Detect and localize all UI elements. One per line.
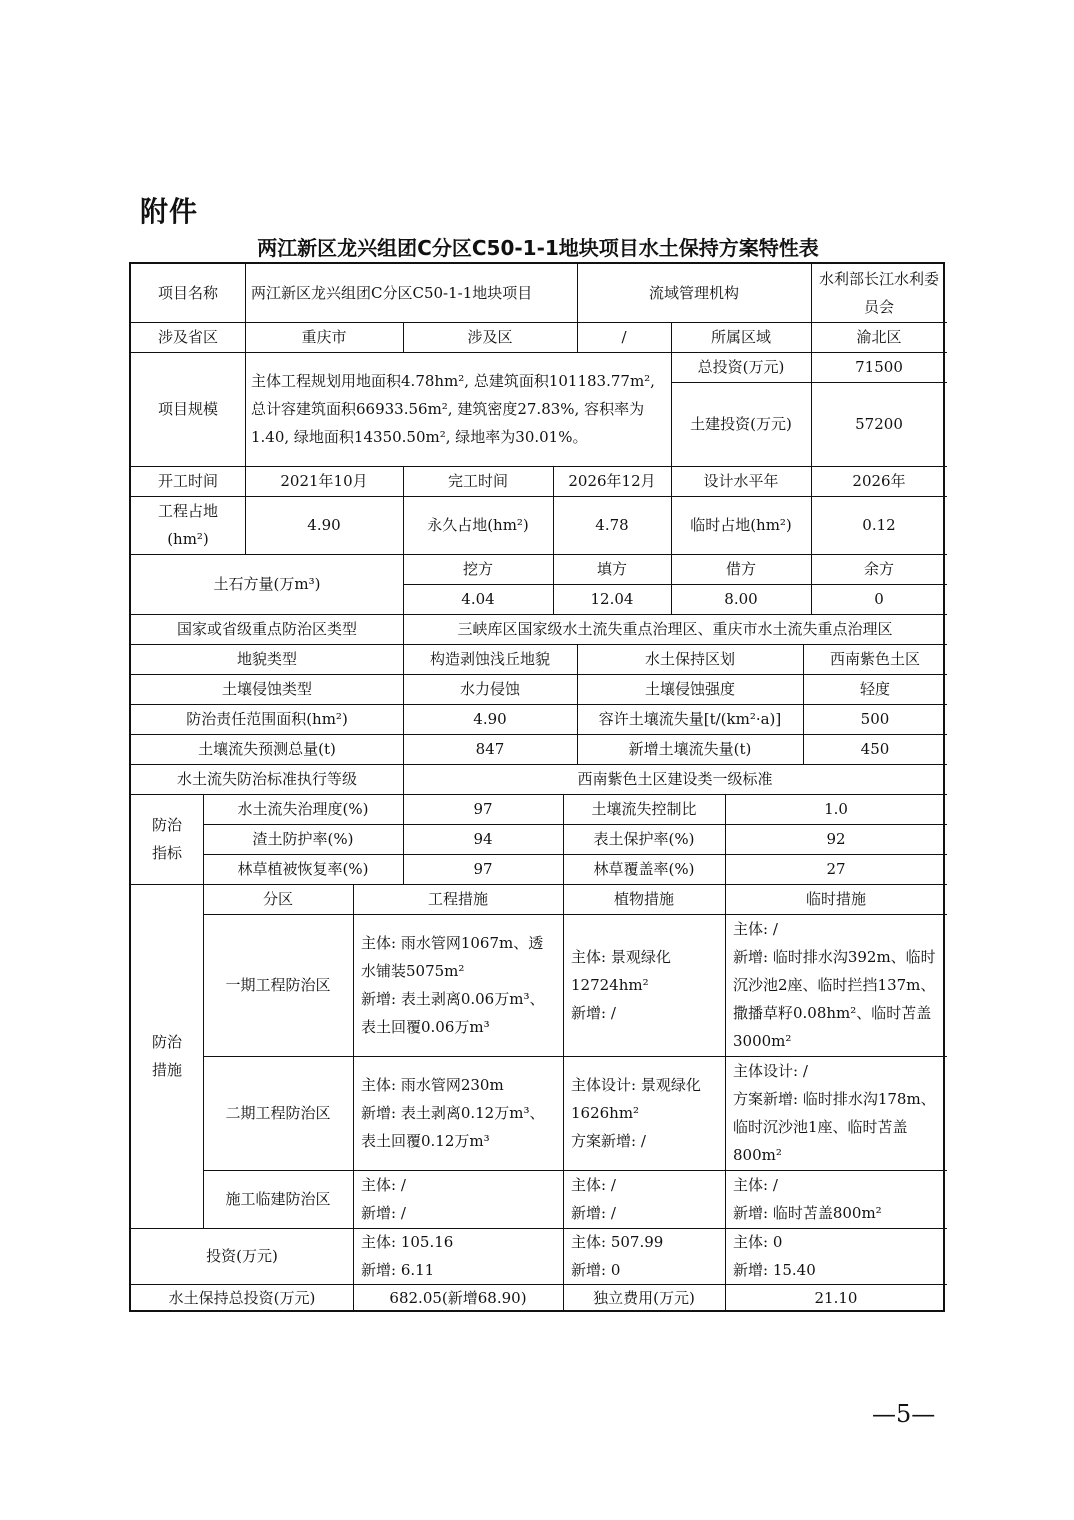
zone-temp-measures: 主体设计: / 方案新增: 临时排水沟178m、临时沉沙池1座、临时苫盖800m² [733,1062,936,1164]
table-rule [131,644,947,645]
table-rule [131,1284,947,1285]
perm-land-label: 永久占地(hm²) [427,516,529,534]
design-year-label: 设计水平年 [703,472,779,490]
target-a-value: 97 [473,860,493,878]
table-rule [203,854,947,855]
investment-eng: 主体: 105.16 新增: 6.11 [361,1233,454,1279]
table-rule [671,352,672,466]
start-label: 开工时间 [157,472,218,490]
region-label: 所属区域 [710,328,771,346]
table-rule [131,884,947,885]
table-rule [811,554,812,614]
civil-invest-label: 土建投资(万元) [690,415,792,433]
borrow-label: 借方 [725,560,756,578]
zone-eng-measures: 主体: 雨水管网230m 新增: 表土剥离0.12万m³、表土回覆0.12万m³ [361,1076,545,1150]
table-rule [203,824,947,825]
borrow-value: 8.00 [724,590,758,608]
table-rule [403,584,947,585]
zone-eng-measures: 主体: 雨水管网1067m、透水铺装5075m² 新增: 表土剥离0.06万m³、表土回覆0.06万m³ [361,934,545,1036]
table-rule [131,1228,947,1229]
erosion-type-label: 土壤侵蚀类型 [221,680,312,698]
zone-name: 一期工程防治区 [225,976,331,994]
table-rule [671,382,947,383]
end-label: 完工时间 [447,472,508,490]
total-invest-label: 水土保持总投资(万元) [168,1289,316,1307]
target-b-label: 土壤流失控制比 [591,800,697,818]
target-a-label: 林草植被恢复率(%) [237,860,369,878]
table-rule [671,322,672,352]
table-rule [131,764,947,765]
investment-label: 投资(万元) [206,1247,278,1265]
table-rule [131,322,947,323]
civil-invest-value: 57200 [855,415,903,433]
district-label: 涉及区 [467,328,513,346]
province-label: 涉及省区 [157,328,218,346]
table-rule [577,322,578,352]
independent-cost-label: 独立费用(万元) [593,1289,695,1307]
measures-header: 分区 [262,890,293,908]
measures-header: 工程措施 [427,890,488,908]
table-rule [553,466,554,554]
independent-cost-value: 21.10 [814,1289,858,1307]
zone-plant-measures: 主体: / 新增: / [571,1176,616,1222]
table-rule [553,554,554,614]
zone-name: 施工临建防治区 [225,1190,331,1208]
project-name-value: 两江新区龙兴组团C分区C50-1-1地块项目 [251,284,533,302]
erosion-intensity-label: 土壤侵蚀强度 [644,680,735,698]
table-rule [671,466,672,554]
earth-label: 土石方量(万m³) [213,575,321,593]
target-b-label: 表土保护率(%) [593,830,695,848]
total-invest-label: 总投资(万元) [697,358,785,376]
investment-temp: 主体: 0 新增: 15.40 [733,1233,816,1279]
end-value: 2026年12月 [568,472,656,490]
scale-label: 项目规模 [157,400,218,418]
table-rule [203,1170,947,1171]
table-rule [803,644,804,764]
basin-agency-label: 流域管理机构 [648,284,739,302]
scale-value: 主体工程规划用地面积4.78hm², 总建筑面积101183.77m², 总计容建筑面积66933.56m², 建筑密度27.83%, 容积率为1.40, 绿地面积14350.50m², 绿地率为30.01%。 [251,372,655,446]
new-loss-value: 450 [860,740,890,758]
project-name-label: 项目名称 [157,284,218,302]
table-rule [131,614,947,615]
table-rule [131,496,947,497]
start-value: 2021年10月 [280,472,368,490]
total-invest-value: 682.05(新增68.90) [389,1289,527,1307]
erosion-type-value: 水力侵蚀 [459,680,520,698]
table-rule [811,352,812,466]
total-invest-value: 71500 [855,358,903,376]
allow-loss-value: 500 [860,710,890,728]
table-rule [811,322,812,352]
new-loss-label: 新增土壤流失量(t) [628,740,752,758]
allow-loss-label: 容许土壤流失量[t/(km²·a)] [598,710,782,728]
temp-land-label: 临时占地(hm²) [690,516,792,534]
pred-loss-label: 土壤流失预测总量(t) [198,740,336,758]
soil-zone-label: 水土保持区划 [644,650,735,668]
perm-land-value: 4.78 [595,516,629,534]
spare-value: 0 [874,590,884,608]
table-rule [403,794,404,884]
land-label: 工程占地(hm²) [157,502,218,548]
table-rule [403,466,404,554]
target-a-value: 94 [473,830,493,848]
region-value: 渝北区 [856,328,902,346]
zone-temp-measures: 主体: / 新增: 临时苫盖800m² [733,1176,882,1222]
table-rule [131,352,947,353]
table-title: 两江新区龙兴组团C分区C50-1-1地块项目水土保持方案特性表 [257,236,819,260]
characteristics-table [129,262,945,1312]
resp-area-value: 4.90 [473,710,507,728]
table-rule [577,644,578,764]
table-rule [203,914,947,915]
target-b-value: 1.0 [824,800,848,818]
table-rule [403,322,404,352]
target-a-label: 水土流失治理度(%) [237,800,369,818]
table-rule [131,554,947,555]
target-a-value: 97 [473,800,493,818]
table-rule [403,554,404,614]
target-b-value: 27 [826,860,846,878]
table-rule [203,794,204,1228]
table-rule [671,554,672,614]
table-rule [245,264,246,554]
dig-label: 挖方 [462,560,493,578]
investment-plant: 主体: 507.99 新增: 0 [571,1233,664,1279]
table-rule [203,1056,947,1057]
measures-header: 植物措施 [613,890,674,908]
target-b-value: 92 [826,830,846,848]
attachment-label: 附件 [140,195,199,228]
zone-plant-measures: 主体: 景观绿化12724hm² 新增: / [571,948,671,1022]
zone-name: 二期工程防治区 [225,1104,331,1122]
table-rule [725,794,726,1312]
design-year-value: 2026年 [852,472,906,490]
table-rule [811,466,812,554]
resp-area-label: 防治责任范围面积(hm²) [186,710,348,728]
target-b-label: 林草覆盖率(%) [593,860,695,878]
targets-label: 防治指标 [151,816,182,862]
table-rule [131,704,947,705]
pred-loss-value: 847 [475,740,505,758]
page-number: —5— [872,1400,936,1428]
key-zone-value: 三峡库区国家级水土流失重点治理区、重庆市水土流失重点治理区 [457,620,893,638]
table-rule [131,734,947,735]
standard-value: 西南紫色土区建设类一级标准 [577,770,773,788]
spare-label: 余方 [863,560,894,578]
landform-value: 构造剥蚀浅丘地貌 [429,650,550,668]
zone-temp-measures: 主体: / 新增: 临时排水沟392m、临时沉沙池2座、临时拦挡137m、撒播草籽0.08hm²、临时苫盖3000m² [733,920,936,1050]
soil-zone-value: 西南紫色土区 [829,650,920,668]
table-rule [131,794,947,795]
erosion-intensity-value: 轻度 [859,680,890,698]
temp-land-value: 0.12 [862,516,896,534]
zone-plant-measures: 主体设计: 景观绿化1626hm² 方案新增: / [571,1076,701,1150]
measures-label: 防治措施 [151,1033,182,1079]
zone-eng-measures: 主体: / 新增: / [361,1176,406,1222]
table-rule [563,794,564,1312]
key-zone-label: 国家或省级重点防治区类型 [176,620,357,638]
table-rule [577,264,578,322]
table-rule [131,466,947,467]
land-value: 4.90 [307,516,341,534]
table-rule [403,614,404,794]
landform-label: 地貌类型 [236,650,297,668]
fill-label: 填方 [596,560,627,578]
table-rule [131,674,947,675]
measures-header: 临时措施 [805,890,866,908]
target-a-label: 渣土防护率(%) [252,830,354,848]
standard-label: 水土流失防治标准执行等级 [176,770,357,788]
district-value: / [621,328,627,346]
table-rule [811,264,812,322]
basin-agency-value: 水利部长江水利委员会 [818,270,939,316]
table-rule [353,884,354,1312]
dig-value: 4.04 [461,590,495,608]
fill-value: 12.04 [590,590,634,608]
province-value: 重庆市 [301,328,347,346]
